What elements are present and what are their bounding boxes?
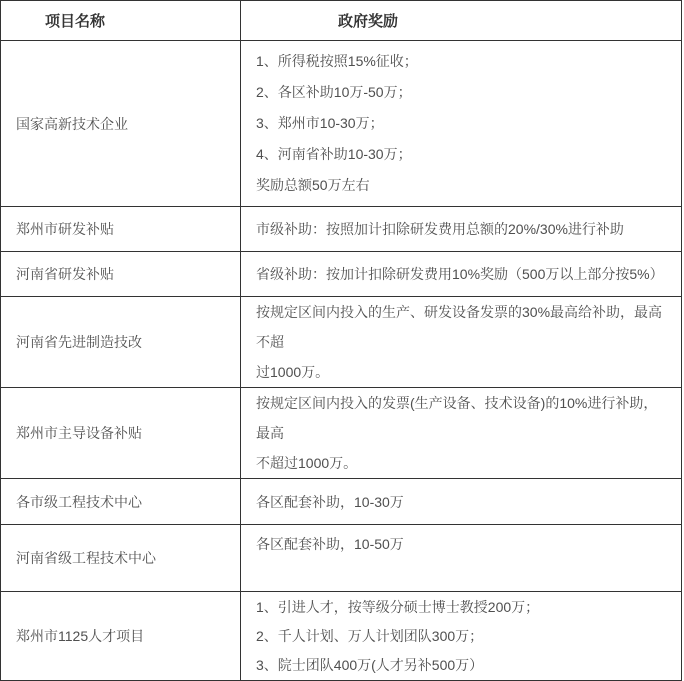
project-name-cell: 郑州市研发补贴 <box>1 207 241 252</box>
table-row-zhengzhou-1125-talent <box>1 592 682 681</box>
reward-line: 按规定区间内投入的生产、研发设备发票的30%最高给补助，最高不超 <box>256 304 663 350</box>
reward-line: 省级补助：按加计扣除研发费用10%奖励（500万以上部分按5%） <box>256 266 664 282</box>
header-government-reward: 政府奖励 <box>241 1 682 41</box>
project-name-cell: 郑州市主导设备补贴 <box>1 388 241 479</box>
table-row-city-engineering-center <box>1 479 682 525</box>
reward-line: 2、千人计划、万人计划团队300万； <box>256 627 484 644</box>
reward-line: 按规定区间内投入的发票(生产设备、技术设备)的10%进行补助，最高 <box>256 395 658 441</box>
reward-line: 4、河南省补助10-30万； <box>256 146 412 162</box>
reward-line: 2、各区补助10万-50万； <box>256 84 412 100</box>
reward-line: 不超过1000万。 <box>256 455 358 471</box>
reward-line: 1、引进人才，按等级分硕士博士教授200万； <box>256 598 540 615</box>
header-project-name: 项目名称 <box>1 1 241 41</box>
reward-line: 3、郑州市10-30万； <box>256 115 384 131</box>
project-name-cell: 国家高新技术企业 <box>1 41 241 207</box>
reward-line: 各区配套补助，10-50万 <box>256 536 404 552</box>
project-name-cell: 各市级工程技术中心 <box>1 479 241 525</box>
project-name-cell: 河南省研发补贴 <box>1 252 241 297</box>
table-row-henan-rd-subsidy <box>1 252 682 297</box>
table-row-provincial-engineering-center <box>1 525 682 592</box>
reward-cell <box>241 479 682 525</box>
reward-cell <box>241 207 682 252</box>
table-row-henan-advanced-manufacturing <box>1 297 682 388</box>
reward-line: 各区配套补助，10-30万 <box>256 493 404 510</box>
project-name-cell: 河南省先进制造技改 <box>1 297 241 388</box>
reward-line: 3、院士团队400万(人才另补500万） <box>256 656 484 673</box>
header-row <box>1 1 682 41</box>
reward-line: 1、所得税按照15%征收； <box>256 53 418 69</box>
reward-cell <box>241 252 682 297</box>
reward-cell <box>241 297 682 388</box>
project-name-cell: 郑州市1125人才项目 <box>1 592 241 681</box>
reward-line: 奖励总额50万左右 <box>256 177 370 193</box>
table-row-national-hightech <box>1 41 682 207</box>
reward-line: 市级补助：按照加计扣除研发费用总额的20%/30%进行补助 <box>256 221 624 237</box>
reward-cell <box>241 592 682 681</box>
reward-line: 过1000万。 <box>256 364 330 380</box>
reward-cell <box>241 388 682 479</box>
reward-cell <box>241 41 682 207</box>
reward-cell <box>241 525 682 592</box>
project-name-cell: 河南省级工程技术中心 <box>1 525 241 592</box>
table-row-zhengzhou-equipment-subsidy <box>1 388 682 479</box>
table-row-zhengzhou-rd-subsidy <box>1 207 682 252</box>
